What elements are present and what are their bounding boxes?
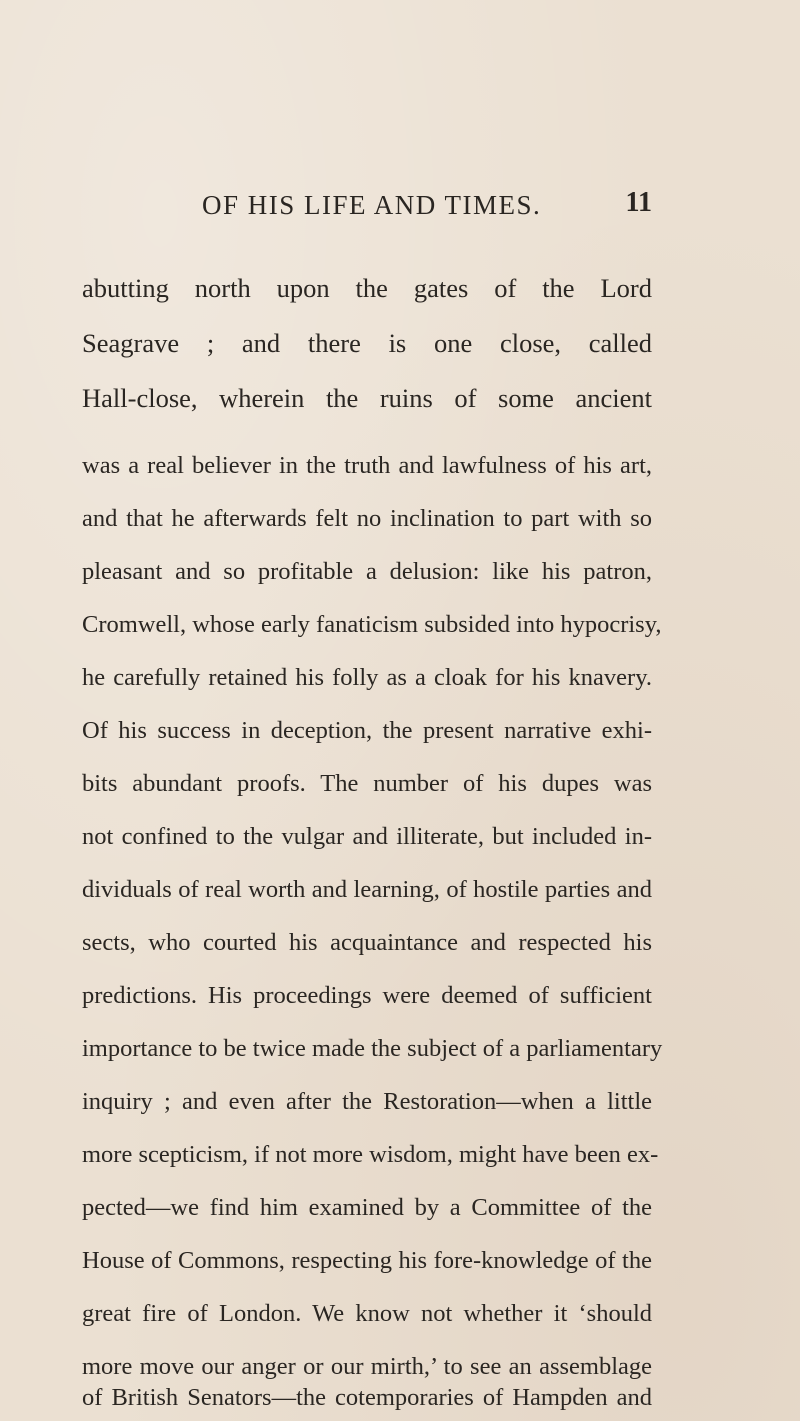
text-line: more move our anger or our mirth,’ to see an assemblage [82, 1353, 652, 1380]
text-line: and that he afterwards felt no inclination to part with so [82, 505, 652, 532]
text-line: pected—we find him examined by a Committee of the [82, 1194, 652, 1221]
text-line: abutting north upon the gates of the Lord [82, 273, 652, 303]
running-title: OF HIS LIFE AND TIMES. [202, 190, 542, 220]
text-line: not confined to the vulgar and illiterate, but included in- [82, 823, 652, 850]
text-line: House of Commons, respecting his fore-knowledge of the [82, 1247, 652, 1274]
text-line: Cromwell, whose early fanaticism subsided into hypocrisy, [82, 611, 662, 638]
text-line: sects, who courted his acquaintance and respected his [82, 929, 652, 956]
text-line: Hall-close, wherein the ruins of some ancient [82, 383, 652, 413]
text-line: importance to be twice made the subject of a parliamentary [82, 1035, 663, 1062]
text-line: Of his success in deception, the present narrative exhi- [82, 717, 652, 744]
running-header [0, 185, 800, 225]
text-line: inquiry ; and even after the Restoration—when a little [82, 1088, 652, 1115]
text-line: predictions. His proceedings were deemed of sufficient [82, 982, 652, 1009]
text-line: he carefully retained his folly as a cloak for his knavery. [82, 664, 652, 691]
text-line: great fire of London. We know not whether it ‘should [82, 1300, 652, 1327]
text-line: bits abundant proofs. The number of his dupes was [82, 770, 652, 797]
text-line: dividuals of real worth and learning, of hostile parties and [82, 876, 652, 903]
text-line: Seagrave ; and there is one close, called [82, 328, 652, 358]
text-line: more scepticism, if not more wisdom, might have been ex- [82, 1141, 659, 1168]
text-line: of British Senators—the cotemporaries of Hampden and [82, 1384, 652, 1411]
text-line: pleasant and so profitable a delusion: like his patron, [82, 558, 652, 585]
page-number: 11 [625, 187, 652, 218]
text-line: was a real believer in the truth and lawfulness of his art, [82, 452, 652, 479]
